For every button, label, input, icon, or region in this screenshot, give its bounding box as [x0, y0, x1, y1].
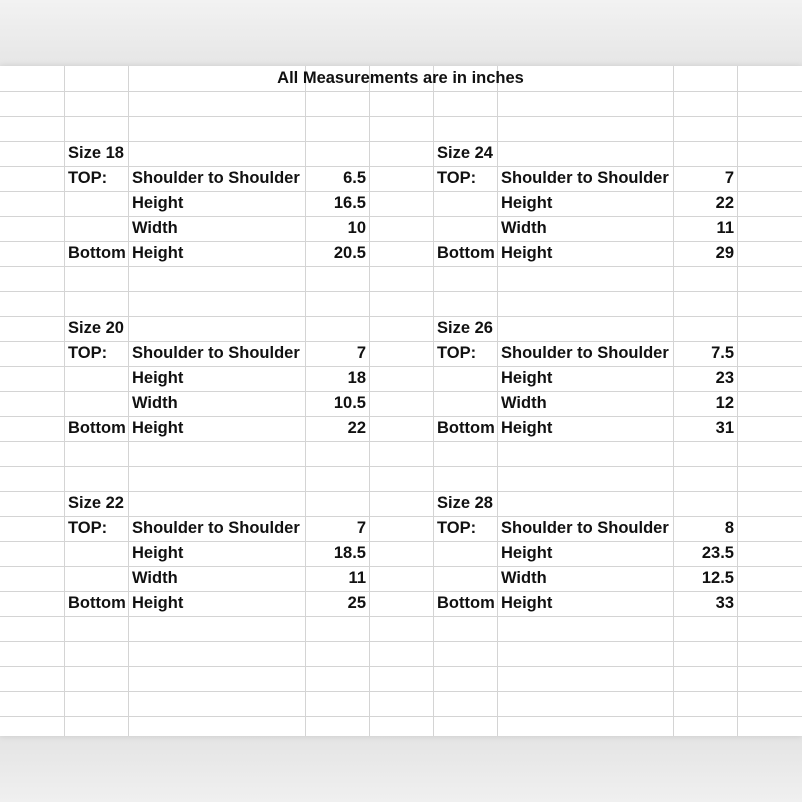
size-label: Size 28 [437, 494, 493, 512]
gridline-row [0, 666, 802, 667]
measure-label: Shoulder to Shoulder [132, 519, 300, 537]
measure-label: Width [132, 394, 178, 412]
bottom-label: Bottom [437, 244, 495, 262]
gridline-row [0, 616, 802, 617]
measure-value: 6.5 [343, 169, 366, 187]
gridline-col [497, 66, 498, 736]
size-label: Size 18 [68, 144, 124, 162]
gridline-col [369, 66, 370, 736]
measure-value: 33 [715, 594, 734, 612]
measure-value: 20.5 [333, 244, 366, 262]
bottom-label: Bottom [437, 594, 495, 612]
measure-value: 31 [715, 419, 734, 437]
measure-value: 29 [715, 244, 734, 262]
measure-value: 11 [348, 569, 366, 587]
measure-label: Height [132, 594, 184, 612]
top-label: TOP: [68, 344, 108, 362]
gridline-col [64, 66, 65, 736]
measure-value: 18.5 [333, 544, 366, 562]
measure-value: 10.5 [333, 394, 366, 412]
page-title: All Measurements are in inches [277, 69, 524, 87]
size-label: Size 24 [437, 144, 493, 162]
measure-label: Height [501, 544, 553, 562]
gridline-col [128, 66, 129, 736]
measure-label: Height [501, 419, 553, 437]
measure-value: 23.5 [701, 544, 734, 562]
measure-label: Width [132, 219, 178, 237]
measure-label: Width [501, 219, 547, 237]
measure-label: Width [501, 394, 547, 412]
top-label: TOP: [437, 344, 477, 362]
measure-value: 22 [347, 419, 366, 437]
measure-label: Width [132, 569, 178, 587]
size-label: Size 20 [68, 319, 124, 337]
measure-label: Height [501, 244, 553, 262]
measure-value: 7.5 [711, 344, 734, 362]
measure-label: Height [132, 419, 184, 437]
background-bottom [0, 736, 802, 802]
bottom-label: Bottom [437, 419, 495, 437]
bottom-label: Bottom [68, 244, 126, 262]
measure-value: 18 [347, 369, 366, 387]
top-label: TOP: [437, 519, 477, 537]
spreadsheet [0, 66, 802, 736]
gridline-row [0, 266, 802, 267]
measure-label: Shoulder to Shoulder [501, 519, 669, 537]
gridline-row [0, 466, 802, 467]
gridline-col [737, 66, 738, 736]
measure-label: Width [501, 569, 547, 587]
measure-value: 16.5 [333, 194, 366, 212]
gridline-row [0, 641, 802, 642]
size-label: Size 22 [68, 494, 124, 512]
measure-value: 7 [356, 344, 366, 362]
measure-value: 25 [347, 594, 366, 612]
measure-value: 11 [716, 219, 734, 237]
measure-value: 7 [356, 519, 366, 537]
measure-value: 8 [724, 519, 734, 537]
gridline-row [0, 91, 802, 92]
top-label: TOP: [68, 169, 108, 187]
measure-label: Height [501, 194, 553, 212]
measure-label: Shoulder to Shoulder [132, 344, 300, 362]
measure-label: Shoulder to Shoulder [501, 169, 669, 187]
gridline-row [0, 291, 802, 292]
top-label: TOP: [68, 519, 108, 537]
gridline-col [433, 66, 434, 736]
measure-label: Height [132, 244, 184, 262]
measure-label: Height [501, 594, 553, 612]
measure-label: Shoulder to Shoulder [501, 344, 669, 362]
measure-value: 10 [347, 219, 366, 237]
background-top [0, 0, 802, 66]
bottom-label: Bottom [68, 419, 126, 437]
top-label: TOP: [437, 169, 477, 187]
gridline-row [0, 716, 802, 717]
gridline-row [0, 116, 802, 117]
measure-value: 22 [715, 194, 734, 212]
measure-value: 7 [724, 169, 734, 187]
measure-value: 12.5 [701, 569, 734, 587]
measure-label: Height [501, 369, 553, 387]
size-label: Size 26 [437, 319, 493, 337]
measure-label: Height [132, 544, 184, 562]
gridline-row [0, 691, 802, 692]
gridline-row [0, 441, 802, 442]
bottom-label: Bottom [68, 594, 126, 612]
measure-label: Height [132, 369, 184, 387]
measure-label: Shoulder to Shoulder [132, 169, 300, 187]
measure-value: 23 [715, 369, 734, 387]
measure-label: Height [132, 194, 184, 212]
measure-value: 12 [715, 394, 734, 412]
